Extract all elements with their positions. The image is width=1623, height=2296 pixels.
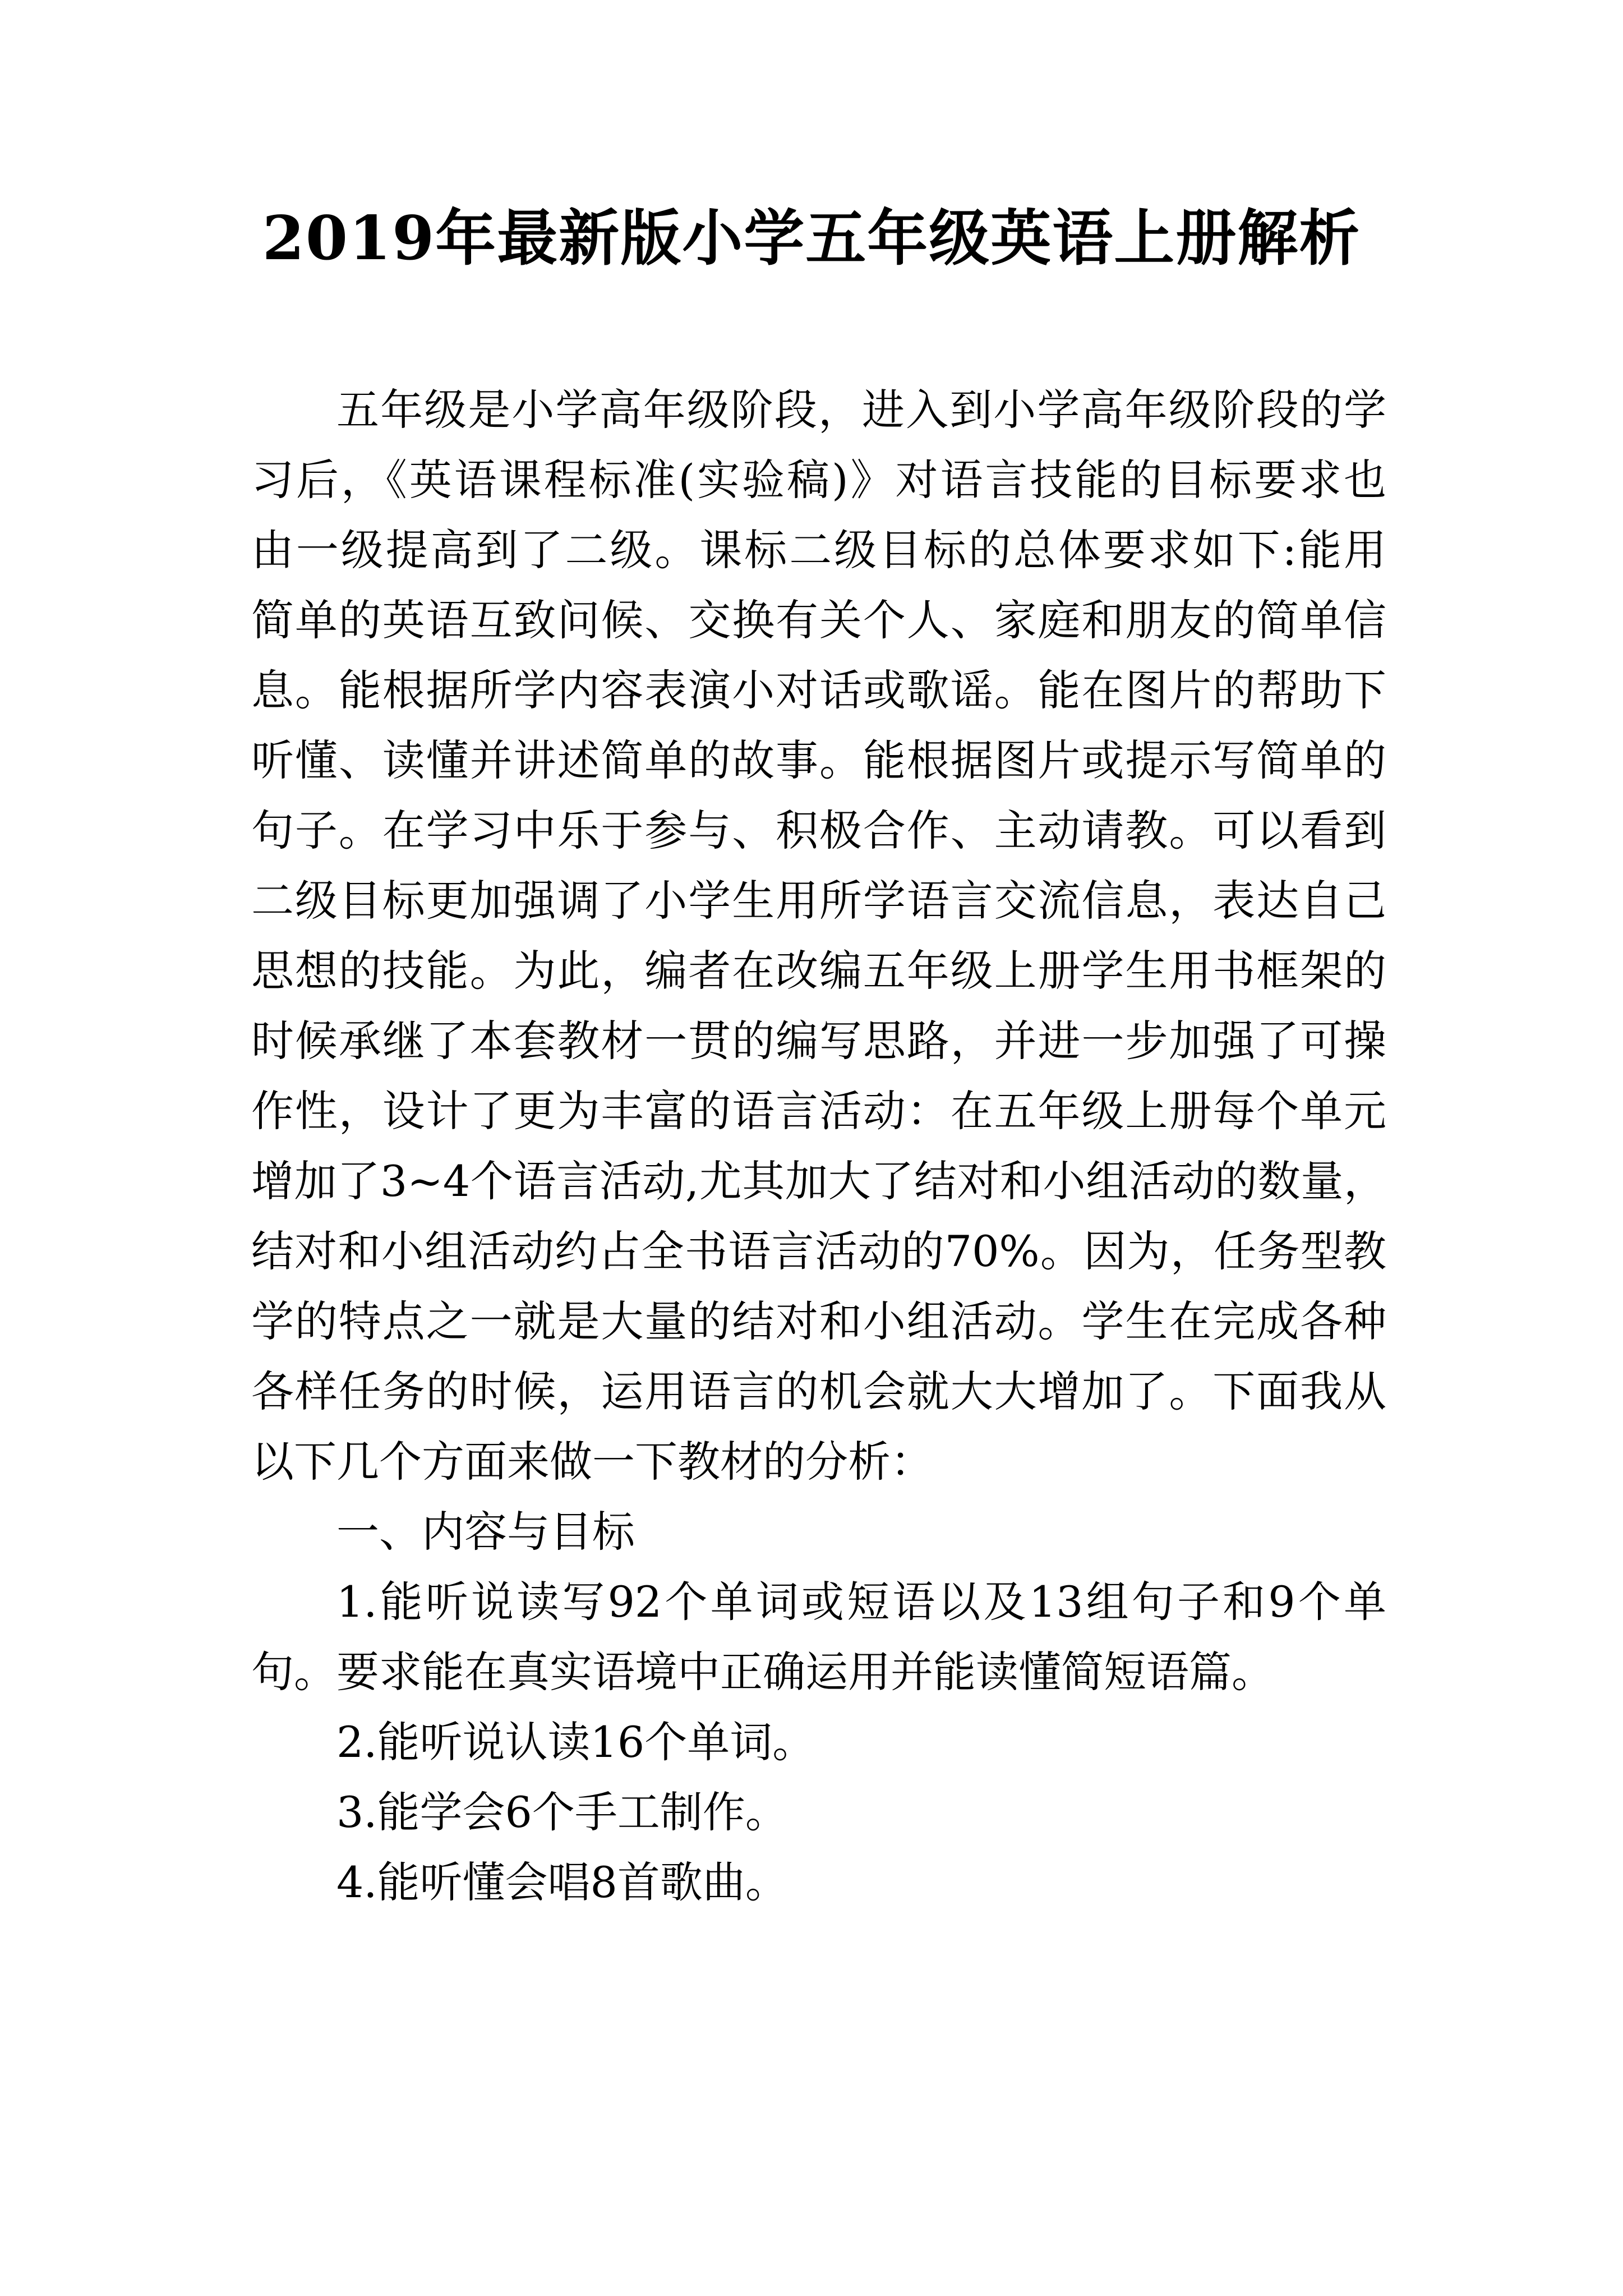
section-heading: 一、内容与目标 — [336, 1507, 635, 1557]
document-title: 2019年最新版小学五年级英语上册解析 — [262, 203, 1361, 274]
paragraph-line: 由一级提高到了二级。课标二级目标的总体要求如下:能用 — [251, 525, 1386, 575]
paragraph-line: 思想的技能。为此，编者在改编五年级上册学生用书框架的 — [251, 946, 1386, 996]
paragraph-line: 五年级是小学高年级阶段，进入到小学高年级阶段的学 — [336, 385, 1386, 435]
paragraph-line: 结对和小组活动约占全书语言活动的70%。因为，任务型教 — [251, 1226, 1386, 1276]
paragraph-line: 习后，《英语课程标准(实验稿)》对语言技能的目标要求也 — [251, 455, 1386, 505]
paragraph-line: 学的特点之一就是大量的结对和小组活动。学生在完成各种 — [251, 1296, 1386, 1346]
paragraph-line: 作性，设计了更为丰富的语言活动：在五年级上册每个单元 — [251, 1086, 1386, 1136]
list-item: 2.能听说认读16个单词。 — [336, 1717, 815, 1767]
paragraph-line: 时候承继了本套教材一贯的编写思路，并进一步加强了可操 — [251, 1016, 1386, 1066]
paragraph-line: 以下几个方面来做一下教材的分析： — [251, 1437, 933, 1487]
list-item: 4.能听懂会唱8首歌曲。 — [336, 1857, 788, 1907]
paragraph-line: 增加了3~4个语言活动,尤其加大了结对和小组活动的数量， — [251, 1156, 1386, 1206]
list-item-line: 句。要求能在真实语境中正确运用并能读懂简短语篇。 — [251, 1647, 1274, 1697]
paragraph-line: 息。能根据所学内容表演小对话或歌谣。能在图片的帮助下 — [251, 665, 1386, 715]
paragraph-line: 简单的英语互致问候、交换有关个人、家庭和朋友的简单信 — [251, 595, 1386, 645]
paragraph-line: 句子。在学习中乐于参与、积极合作、主动请教。可以看到 — [251, 806, 1386, 855]
paragraph-line: 各样任务的时候，运用语言的机会就大大增加了。下面我从 — [251, 1366, 1386, 1416]
paragraph-line: 听懂、读懂并讲述简单的故事。能根据图片或提示写简单的 — [251, 735, 1386, 785]
paragraph-line: 二级目标更加强调了小学生用所学语言交流信息，表达自己 — [251, 876, 1386, 926]
list-item: 3.能学会6个手工制作。 — [336, 1787, 788, 1837]
list-item-line: 1.能听说读写92个单词或短语以及13组句子和9个单 — [336, 1577, 1386, 1627]
